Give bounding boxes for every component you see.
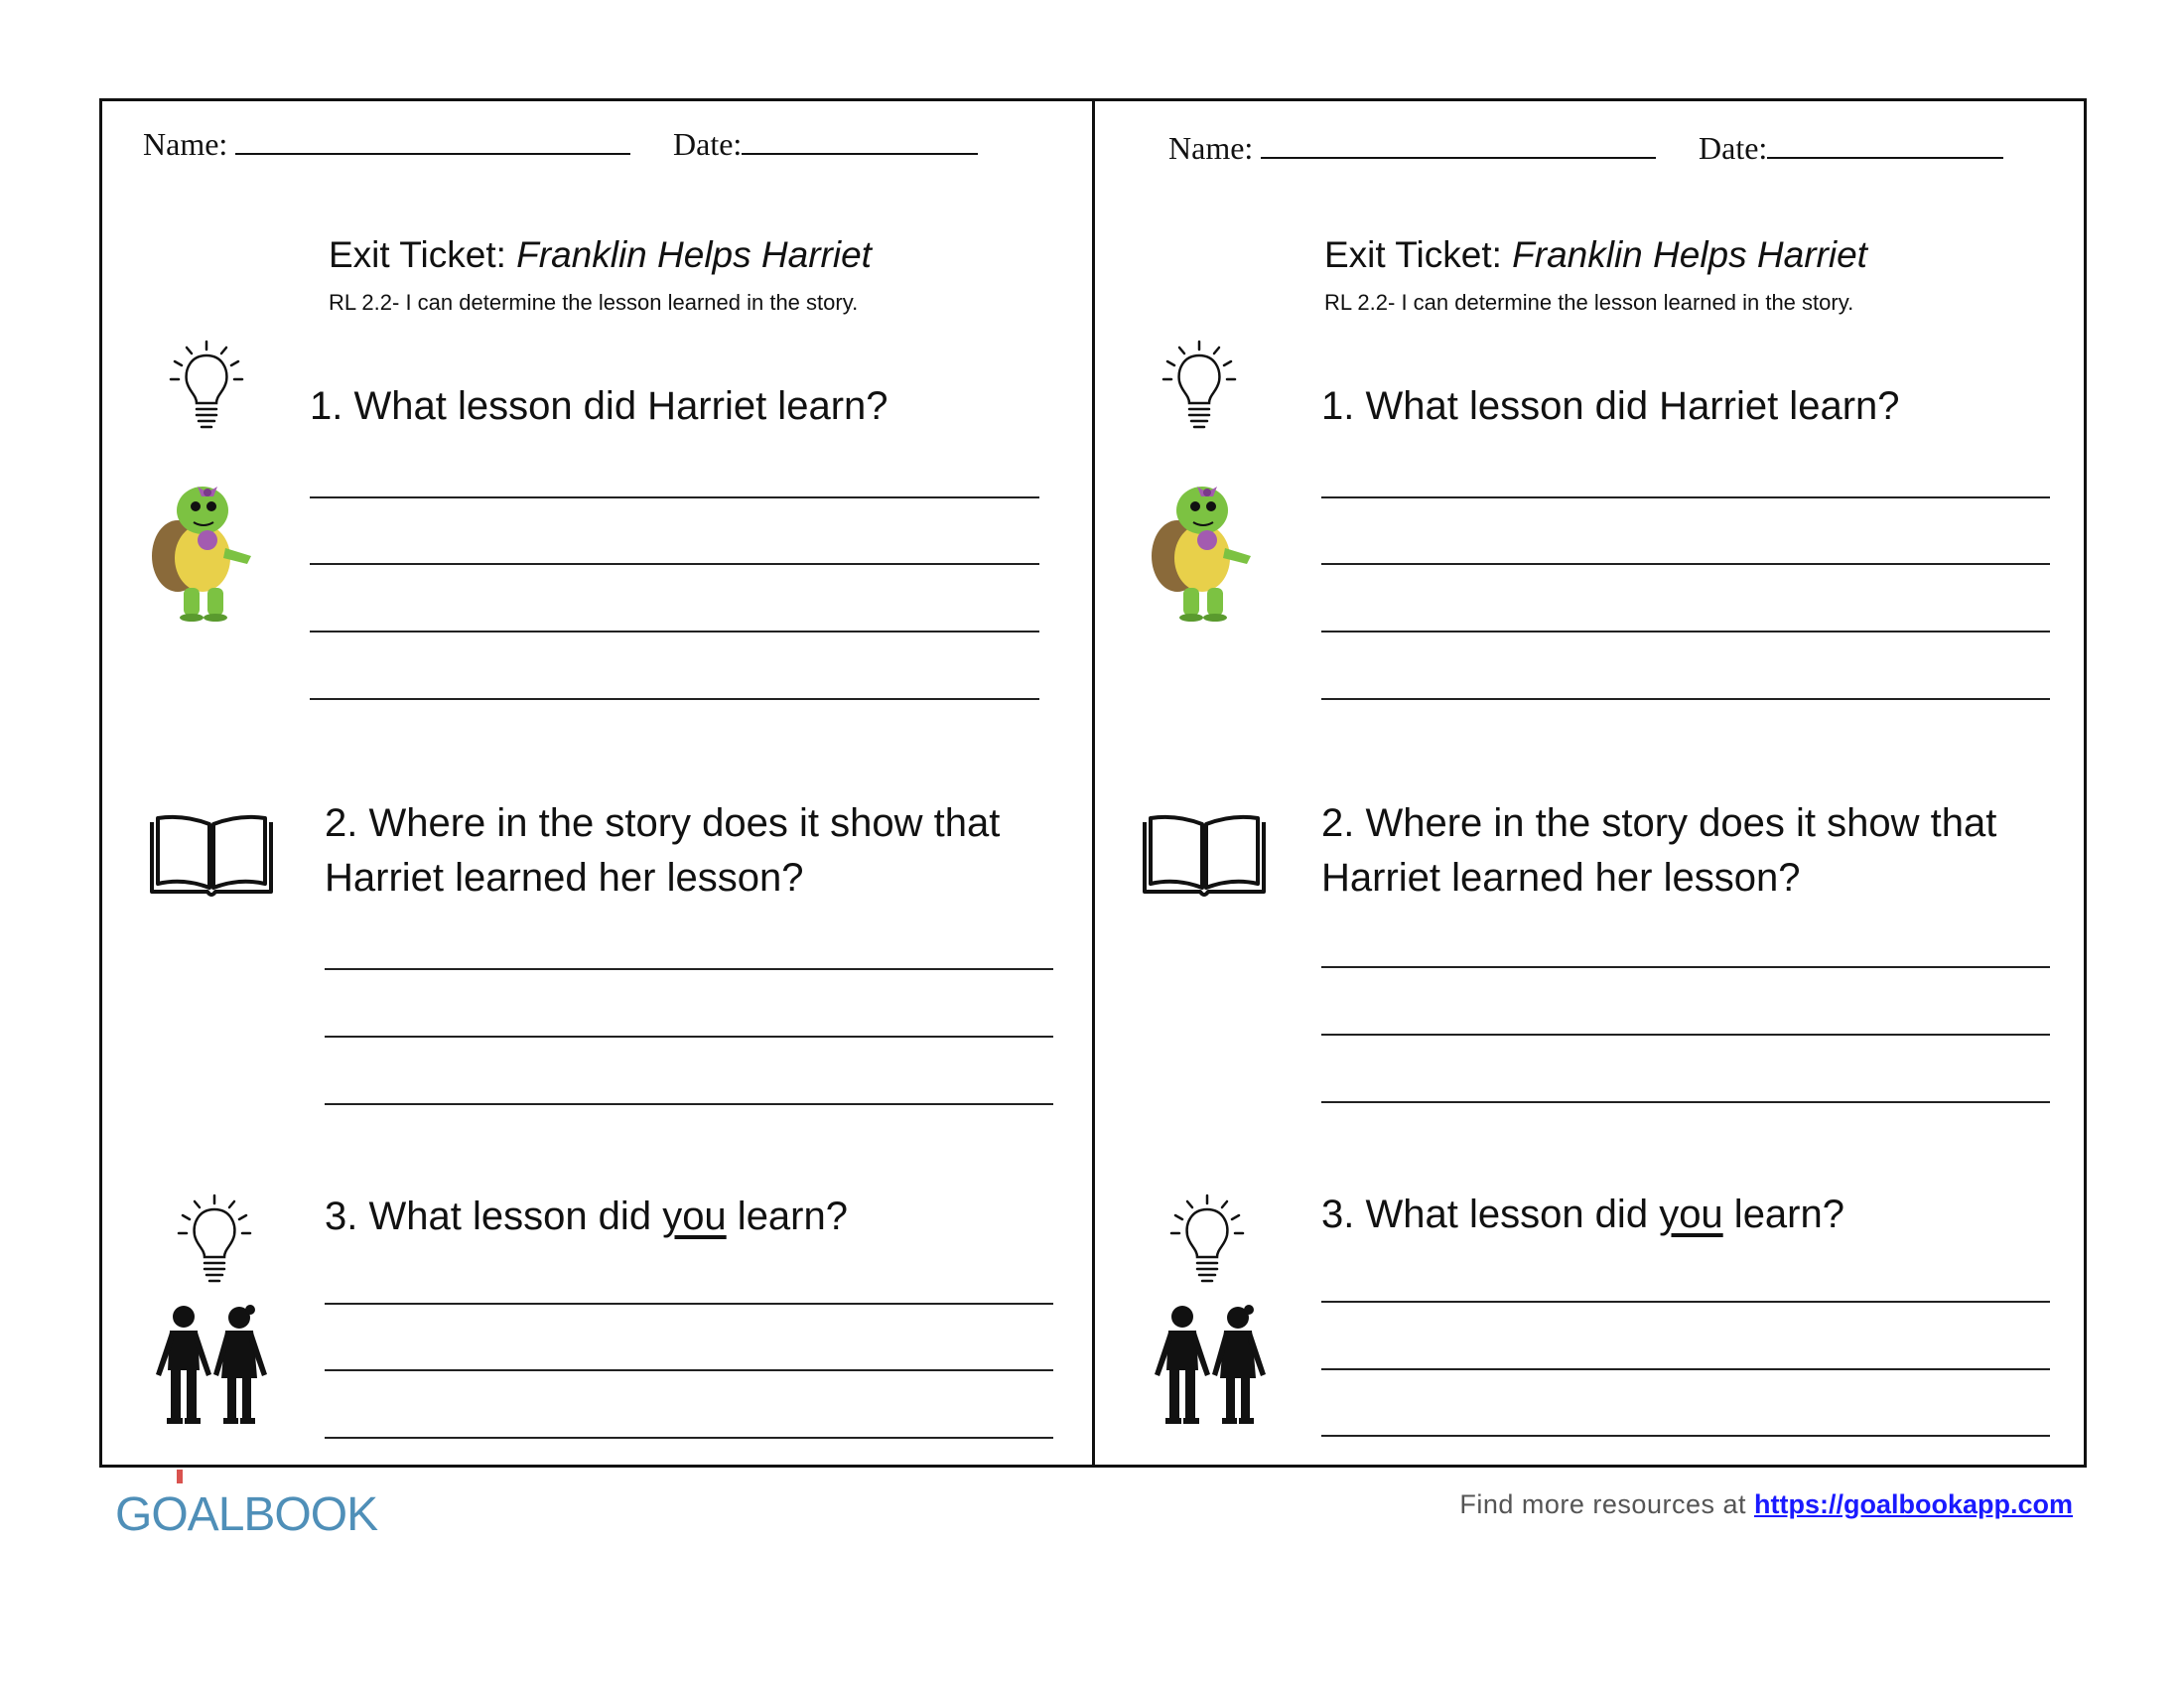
- name-field[interactable]: [1168, 130, 1656, 167]
- answer-line[interactable]: [1321, 966, 2050, 968]
- question-2-line-1: 2. Where in the story does it show that: [1321, 801, 1997, 845]
- date-label: Date:: [1699, 130, 1768, 166]
- date-field[interactable]: [1699, 130, 2003, 167]
- question-3: [325, 1190, 848, 1244]
- lightbulb-icon: [1160, 340, 1239, 434]
- question-2-line-1: 2. Where in the story does it show that: [325, 801, 1001, 845]
- name-blank[interactable]: [235, 127, 630, 155]
- answer-line[interactable]: [1321, 698, 2050, 700]
- question-2: [1321, 796, 1996, 906]
- answer-line[interactable]: [1321, 1301, 2050, 1303]
- title-prefix: Exit Ticket:: [329, 234, 517, 275]
- open-book-icon: [1141, 814, 1268, 902]
- book-title: Franklin Helps Harriet: [516, 234, 872, 275]
- answer-line[interactable]: [310, 496, 1039, 498]
- lightbulb-icon: [167, 340, 246, 434]
- name-field[interactable]: [143, 126, 630, 163]
- answer-line[interactable]: [1321, 1034, 2050, 1036]
- question-3-after: learn?: [1722, 1193, 1844, 1236]
- open-book-icon: [148, 814, 275, 902]
- exit-ticket-left: [102, 101, 1092, 1465]
- date-label: Date:: [673, 126, 743, 162]
- question-3-before: 3. What lesson did: [325, 1195, 663, 1238]
- two-children-icon: [154, 1305, 271, 1426]
- answer-line[interactable]: [325, 968, 1053, 970]
- answer-line[interactable]: [1321, 631, 2050, 633]
- turtle-character-image: [148, 479, 257, 623]
- answer-line[interactable]: [1321, 1101, 2050, 1103]
- lightbulb-icon: [1167, 1194, 1247, 1288]
- learning-standard: RL 2.2- I can determine the lesson learned in the story.: [1324, 290, 1854, 315]
- question-3-you: you: [662, 1195, 727, 1238]
- answer-line[interactable]: [325, 1369, 1053, 1371]
- name-blank[interactable]: [1261, 131, 1656, 159]
- ticket-title: [329, 234, 872, 276]
- answer-line[interactable]: [1321, 496, 2050, 498]
- goalbook-logo: [115, 1487, 377, 1542]
- question-2: [325, 796, 1000, 906]
- answer-line[interactable]: [310, 563, 1039, 565]
- answer-line[interactable]: [1321, 563, 2050, 565]
- question-2-line-2: Harriet learned her lesson?: [325, 856, 804, 900]
- book-title: Franklin Helps Harriet: [1512, 234, 1867, 275]
- goalbook-logo-text: GOALBOOK: [115, 1488, 378, 1541]
- question-3-after: learn?: [726, 1195, 848, 1238]
- answer-line[interactable]: [310, 631, 1039, 633]
- name-label: Name:: [1168, 130, 1254, 166]
- logo-flag-icon: [177, 1470, 183, 1483]
- lightbulb-icon: [175, 1194, 254, 1288]
- question-1: 1. What lesson did Harriet learn?: [1321, 384, 1900, 428]
- question-1: 1. What lesson did Harriet learn?: [310, 384, 888, 428]
- turtle-character-image: [1148, 479, 1257, 623]
- footer-text: Find more resources at: [1459, 1489, 1746, 1519]
- answer-line[interactable]: [1321, 1368, 2050, 1370]
- name-label: Name:: [143, 126, 228, 162]
- question-3-you: you: [1659, 1193, 1723, 1236]
- question-3: [1321, 1188, 1844, 1242]
- answer-line[interactable]: [1321, 1435, 2050, 1437]
- learning-standard: RL 2.2- I can determine the lesson learned in the story.: [329, 290, 859, 315]
- date-field[interactable]: [673, 126, 978, 163]
- ticket-title: [1324, 234, 1867, 276]
- question-2-line-2: Harriet learned her lesson?: [1321, 856, 1801, 900]
- footer-resources: [1459, 1489, 2073, 1520]
- two-children-icon: [1153, 1305, 1270, 1426]
- answer-line[interactable]: [310, 698, 1039, 700]
- answer-line[interactable]: [325, 1437, 1053, 1439]
- answer-line[interactable]: [325, 1036, 1053, 1038]
- question-3-before: 3. What lesson did: [1321, 1193, 1660, 1236]
- exit-ticket-right: [1095, 101, 2085, 1465]
- answer-line[interactable]: [325, 1303, 1053, 1305]
- answer-line[interactable]: [325, 1103, 1053, 1105]
- date-blank[interactable]: [1767, 131, 2003, 159]
- goalbook-link[interactable]: https://goalbookapp.com: [1754, 1489, 2073, 1519]
- title-prefix: Exit Ticket:: [1324, 234, 1513, 275]
- date-blank[interactable]: [742, 127, 978, 155]
